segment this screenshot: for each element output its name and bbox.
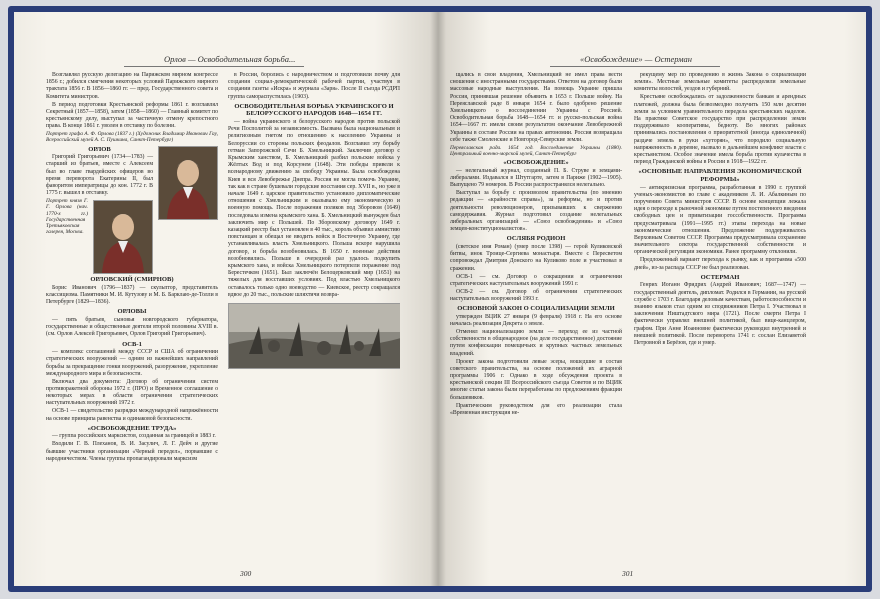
left-page xyxy=(14,12,438,586)
image-caption: Портрет князя Г. Г. Орлова (нач. 1770-х гг.) Государственная Третьяковская галерея, Москва. xyxy=(46,198,88,236)
right-column-2 xyxy=(634,72,806,574)
right-page xyxy=(438,12,866,586)
entry-heading: «ОСНОВНЫЕ НАПРАВЛЕНИЯ ЭКОНОМИЧЕСКОЙ РЕФОРМЫ» xyxy=(638,168,802,184)
body-paragraph: ОСВ-1 — свидетельство разрядки международной напряжённости на основе принципа равенства и одинаковой безопасности. xyxy=(46,408,218,422)
right-running-head: «Освобождение» — Остерман xyxy=(580,54,720,67)
entry-heading: ОСТЕРМАН xyxy=(700,273,740,281)
battle-painting-image xyxy=(228,303,400,369)
body-paragraph: ОСВ-1 — см. Договор о сокращении и ограничении стратегических наступательных вооружений 1991 г. xyxy=(450,273,622,287)
body-paragraph: Предложенный вариант перехода к рынку, как и программа «500 дней», из-за распада СССР не был реализован. xyxy=(634,257,806,271)
entry-heading: ОСЛЯБЯ РОДИОН xyxy=(506,235,566,243)
body-paragraph: — комплекс соглашений между СССР и США об ограничении стратегических вооружений — одним из важнейших направлений борьбы за прекращение гонки вооружений, разоружение, укрепление международного мира и безопасности. xyxy=(46,349,218,377)
portrait-orlov-prince-image xyxy=(93,200,153,274)
entry-heading: ОСВ-1 xyxy=(122,340,142,348)
body-paragraph: (светское имя Роман) (умер после 1398) — герой Куликовской битвы, инок Троице-Сергиева монастыря. Вместе с Пересветом сопровождал Дмитрия Донского на Куликово поле и участвовал в сражении. xyxy=(450,244,622,272)
body-paragraph: Крестьяне освобождались от задолженности банкам и арендных платежей, должна была безвозмездно получить 150 млн десятин земли за условием уравнительного передела крестьянских наделов. На практике Советское государство при распределении земли поддерживало кооперативы, бедноту. Во многих районах принимались постановления о приоритетной (иногда единоличной) раздаче земель в руки «хуторян», что породило социальную напряженность в деревне, вызвало в дальнейшем конфликт власти с крестьянством. Особое значение имела борьба против кулачества в период Гражданской войны в России в 1918—1922 гг. xyxy=(634,94,806,166)
right-page-number: 301 xyxy=(622,569,634,578)
body-paragraph: Борис Иванович (1796—1837) — скульптор, представитель классицизма. Памятники М. И. Кутузову и М. Б. Барклаю-де-Толли в Петербурге (1829—1836). xyxy=(46,284,218,306)
body-paragraph: щались в свои владения, Хмельницкий не имел права вести сношения с иностранными государствами. Ответом на договор были массовые народные выступления. На помощь Украине пришла Россия, принявшая решение объявить в 1653 г. Польше войну. На Переяславской раде 8 января 1654 г. было одобрено решение Хмельницкого о воссоединении Украины с Россией. Освободительная борьба 1648—1654 гг. и русско-польская война 1654—1667 гг. имели своим результатом окончание Левобережной Украины в составе России на правах автономии. Россия возвращала себе также Смоленские и Новгород-Северские земли. xyxy=(450,72,622,143)
entry-heading: «ОСВОБОЖДЕНИЕ ТРУДА» xyxy=(87,424,177,432)
body-paragraph: Практическим руководством для его реализации стала «Временная инструкция не- xyxy=(450,402,622,416)
body-paragraph: — нелегальный журнал, созданный П. Б. Струве и земцами-либералами. Издавался в Штутгарте, затем в Париже (1902—1905). Выпущено 79 номеров. В России распространялся нелегально. xyxy=(450,167,622,189)
image-caption: Портрет графа А. Ф. Орлова (1837 г.) (Художник Владимир Иванович Гау, Всероссийский музей А. С. Пушкина, Санкт-Петербург) xyxy=(46,131,218,144)
body-paragraph: — антикризисная программа, разработанная в 1990 г. группой ученых-экономистов во главе с академиком Л. И. Абалкиным по поручению Совета министров СССР. В основе концепции лежала идея о переходе к рыночной экономике путем постепенного введения свободных цен и приватизации госсобственности. Программа предусматривала (1991—1995 гг.) этапы перехода на новые экономические отношения. Предложение поддерживалось Верховным Советом СССР. Программа предусматривала сохранение значительного сектора государственной собственности и органической регуляции экономики. Ранее программу отклонили. xyxy=(634,184,806,256)
body-paragraph: Входили Г. В. Плеханов, В. И. Засулич, Л. Г. Дейч и другие бывшие участники организации «Черный передел», порвавшие с народничеством. Члены группы пропагандировали марксизм xyxy=(46,441,218,462)
image-caption: Переяславская рада. 1654 год. Воссоединение Украины (1880). Центральный военно-морской музей, Санкт-Петербург xyxy=(450,144,622,158)
body-paragraph: Проект закона подготовили левые эсеры, вошедшие в состав советского правительства, на основе положений их аграрной программы 1906 г. Однако в ходе обсуждения проекта в крестьянской секции III Всероссийского съезда Советов и по ВЦИК многие статьи закона были переработаны по предложениям фракции большевиков. xyxy=(450,358,622,401)
body-paragraph: В период подготовки Крестьянской реформы 1861 г. возглавлял Секретный (1857—1858), затем (1858—1860) — Главный комитет по крестьянскому делу, выступал за частичную отмену крепостного права. В конце 1861 г. уволен в отставку по болезни. xyxy=(46,101,218,130)
body-paragraph: Включал два документа: Договор об ограничении систем противоракетной обороны 1972 г. (ПРО) и Временное соглашение о некоторых мерах в области ограничения стратегических наступательных вооружений 1972 г. xyxy=(46,378,218,407)
body-paragraph: рекущему мер по проведению в жизнь Закона о социализации земли». Местные земельные комитеты распределяли земельные комитеты волостей, уездов и губерний. xyxy=(634,72,806,93)
right-column-1 xyxy=(450,72,622,574)
book-gutter xyxy=(430,12,446,586)
left-page-number: 300 xyxy=(240,569,252,578)
body-paragraph: утвержден ВЦИК 27 января (9 февраля) 1918 г. На его основе началась реализация Декрета о земле. xyxy=(450,313,622,328)
entry-heading: ОРЛОВСКИЙ (СМИРНОВ) xyxy=(90,276,174,284)
entry-heading: ОРЛОВ xyxy=(88,145,111,153)
left-column-2 xyxy=(228,72,400,574)
body-paragraph: — группа российских марксистов, созданная за границей в 1883 г. xyxy=(52,433,216,440)
entry-heading: ОСНОВНОЙ ЗАКОН О СОЦИАЛИЗАЦИИ ЗЕМЛИ xyxy=(457,305,615,313)
body-paragraph: Выступал за борьбу с произволом правительства (по мнению редакции — «крайности справа»), за реформы, но и против деятельности революционеров, призывавших к свержению самодержавия. Журнал подготовил создание нелегальных либеральных организаций — «Союз освобождения» и «Союз земцев-конституционалистов». xyxy=(450,190,622,233)
body-paragraph: ОСВ-2 — см. Договор об ограничении стратегических наступательных вооружений 1993 г. xyxy=(450,288,622,303)
left-running-head: Орлов — Освободительная борьба... xyxy=(164,54,304,67)
body-paragraph: Григорий Григорьевич (1734—1783) — старший из братьев, вместе с Алексеем был во главе гвардейских офицеров во время переворота Екатерины II, был фаворитом императрицы до кон. 1772 г. В 1775 г. вышел в отставку. xyxy=(46,154,153,197)
body-paragraph: — пять братьев, сыновья новгородского губернатора, государственные и общественные деятели второй половины XVIII в. (см. Орлов Алексей Григорьевич, Орлов Григорий Григорьевич). xyxy=(46,317,218,338)
entry-heading: ОРЛОВЫ xyxy=(117,308,147,316)
entry-heading: ОСВОБОДИТЕЛЬНАЯ БОРЬБА УКРАИНСКОГО И БЕЛОРУССКОГО НАРОДОВ 1648—1654 ГГ. xyxy=(234,102,394,118)
body-paragraph: в России, боролись с народничеством и подготовили почву для создания социал-демократической рабочей партии, участвуя в создании газеты «Искра» и журнала «Заря». После II съезда РСДРП группа самораспустилась (1903). xyxy=(228,72,400,100)
body-paragraph: Генрих Иоганн Фридрих (Андрей Иванович; 1687—1747) — государственный деятель, дипломат. Родился в Германии, на русской службе с 1703 г. Благодаря деловым качествам, работоспособности и знанию языков стал одним из сподвижников Петра I. Участвовал в заключении Ништадтского мира (1721). После смерти Петра I фактически управлял внешней политикой, был вице-канцлером, графом. При Анне Иоанновне фактически руководил внутренней и внешней политикой. После переворота 1741 г. сослан Елизаветой Петровной в Берёзов, где и умер. xyxy=(634,282,806,347)
left-column-1 xyxy=(46,72,218,574)
entry-heading: «ОСВОБОЖДЕНИЕ» xyxy=(503,159,569,167)
body-paragraph: Отменял национализацию земли — переход ее из частной собственности в общенародное (на деле государственное) достояние путем конфискации помещичьих и крупных частных земельных владений. xyxy=(450,329,622,357)
body-paragraph: — война украинского и белорусского народов против польской Речи Посполитой за независимость. Вызвана была национальным и религиозным гнетом по отношению к населению Украины и Белоруссии со стороны польских феодалов. Возглавил эту борьбу гетман Запорожской Сечи Б. Хмельницкий. Заключив договор с Крымским ханством, Б. Хмельницкий разбил польские войска у Жёлтых Вод и под Корсунем (1648). Эти победы привели к всенародному движению за свободу Украины. Была освобождена Киев и вся Левобережье Днепра. Россия не могла помочь Украине, так как в стране бушевали городские восстания сер. XVII в., но уже в начале 1649 г. царское правительство установило дипломатические отношения с Хмельницким и оказывало ему экономическую и военную помощь. После поражения поляков под Зборовом (1649) последовала измена крымского хана. Б. Хмельницкий вынужден был заключить мир с Польшей. По Зборовскому договору 1649 г. казацкий реестр был установлен в 40 тыс., король объявил амнистию повстанцам и обещал не вводить войск в Восточную Украину, где устанавливалась власть Хмельницкого. Польша вскоре нарушила договор, и борьба возобновилась. В 1650 г. военные действия возобновились. Польше в очередной раз удалось подкупить крымского хана, и войска Хмельницкого потерпели поражение под Берестечком (1651). Был заключён Белоцерковский мир (1651) на тяжелых для восставших условиях. Под властью Хмельницкого оставалось только одно воеводство — Киевское, реестр сокращался вдвое до 20 тыс., польские шляхтичи возвра- xyxy=(228,119,400,298)
portrait-orlov-image xyxy=(158,146,218,220)
body-paragraph: Возглавлял русскую делегацию на Парижском мирном конгрессе 1856 г.; добился смягчения некоторых условий Парижского мирного трактата 1856 г. В 1856—1860 гг. — пред. Государственного совета и Комитета министров. xyxy=(46,72,218,100)
